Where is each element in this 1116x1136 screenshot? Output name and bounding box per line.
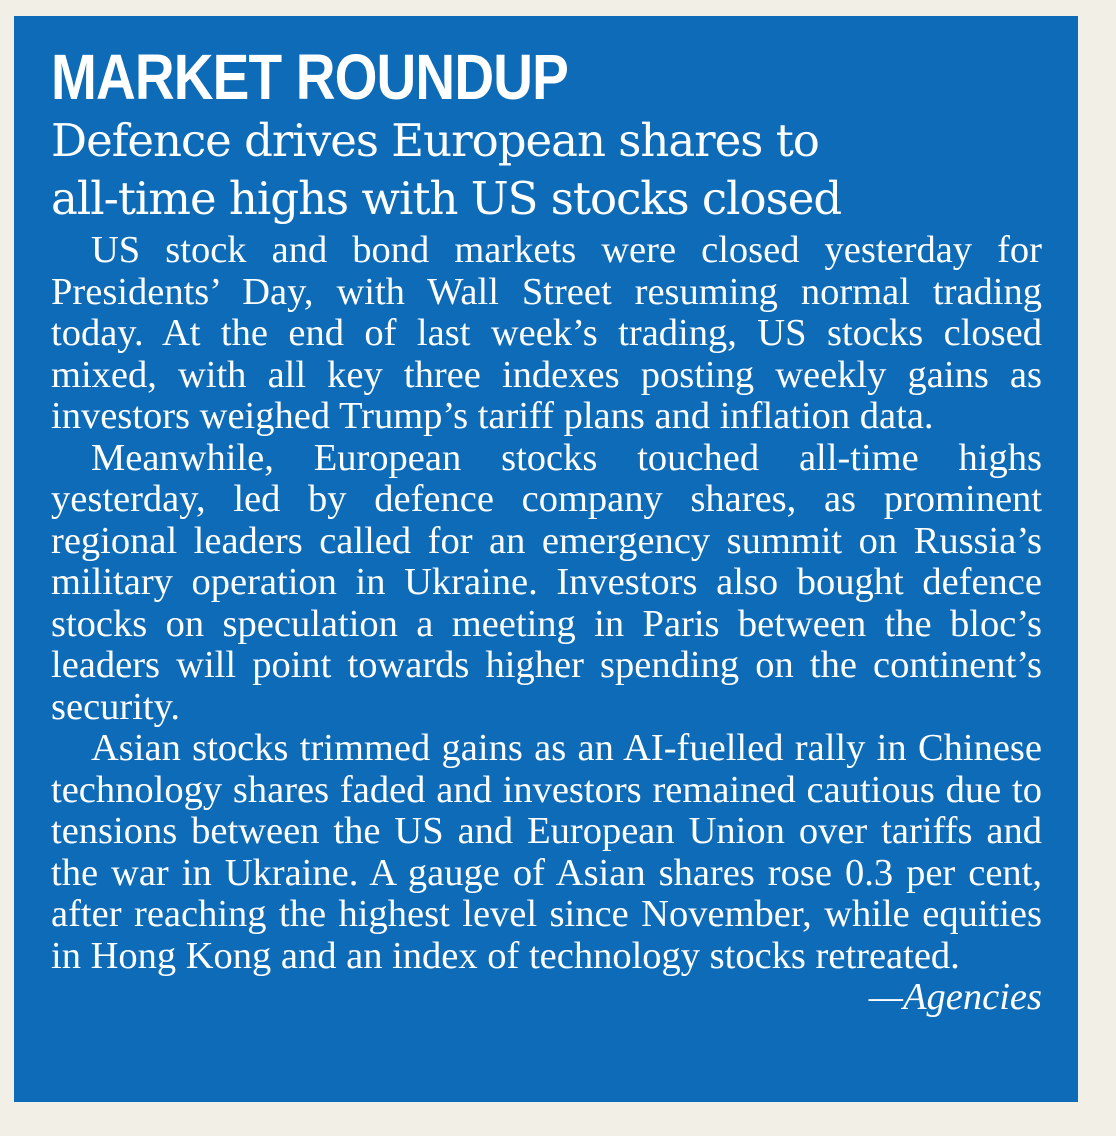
headline — [51, 112, 1042, 228]
headline-line-2: all-time highs with US stocks closed — [51, 172, 842, 225]
paragraph-3 — [51, 727, 1042, 1018]
paragraph-3-text: Asian stocks trimmed gains as an AI-fuelled rally in Chinese technology shares faded and investors remained cautious due to tensions between the US and European Union over tariffs and the war in Ukraine. A gauge of Asian shares rose 0.3 per cent, after reaching the highest level since November, while equities in Hong Kong and an index of technology stocks retreated. — [51, 727, 1042, 977]
paragraph-1: US stock and bond markets were closed yesterday for Presidents’ Day, with Wall Street resuming normal trading today. At the end of last week’s trading, US stocks closed mixed, with all key three indexes posting weekly gains as investors weighed Trump’s tariff plans and inflation data. — [51, 229, 1042, 437]
market-roundup-box — [14, 16, 1078, 1102]
byline-credit: —Agencies — [868, 976, 1042, 1018]
headline-line-1: Defence drives European shares to — [51, 114, 819, 167]
section-kicker: MARKET ROUNDUP — [51, 41, 568, 113]
paragraph-2: Meanwhile, European stocks touched all-time highs yesterday, led by defence company shares, as prominent regional leaders called for an emergency summit on Russia’s military operation in Ukraine. Investors also bought defence stocks on speculation a meeting in Paris between the bloc’s leaders will point towards higher spending on the continent’s security. — [51, 436, 1042, 728]
article-body — [51, 229, 1042, 1018]
